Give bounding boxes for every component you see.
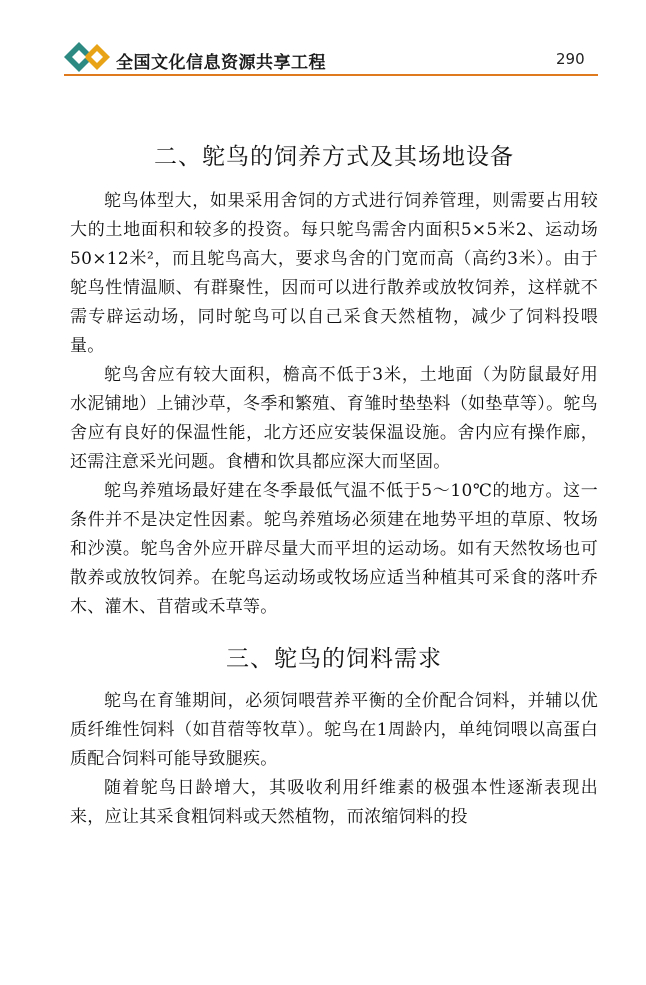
page-number: 290 [556, 50, 585, 68]
section-heading: 三、鸵鸟的饲料需求 [226, 646, 442, 672]
paragraph: 鸵鸟体型大，如果采用舍饲的方式进行饲养管理，则需要占用较大的土地面积和较多的投资。每只鸵鸟需舍内面积5×5米2、运动场50×12米²，而且鸵鸟高大，要求鸟舍的门宽而高（高约3米）。由于鸵鸟性情温顺、有群聚性，因而可以进行散养或放牧饲养，这样就不需专辟运动场，同时鸵鸟可以自己采食天然植物，减少了饲料投喂量。 [70, 191, 598, 356]
article-body [70, 138, 598, 832]
header-title: 全国文化信息资源共享工程 [116, 53, 326, 73]
diamond-logo-icon [62, 40, 116, 74]
page-header [0, 0, 646, 80]
section-heading: 二、鸵鸟的饲养方式及其场地设备 [154, 144, 514, 170]
paragraph: 鸵鸟在育雏期间，必须饲喂营养平衡的全价配合饲料，并辅以优质纤维性饲料（如苜蓿等牧草）。鸵鸟在1周龄内，单纯饲喂以高蛋白质配合饲料可能导致腿疾。 [70, 691, 598, 769]
paragraph: 随着鸵鸟日龄增大，其吸收利用纤维素的极强本性逐渐表现出来，应让其采食粗饲料或天然植物，而浓缩饲料的投 [70, 778, 598, 827]
paragraph: 鸵鸟养殖场最好建在冬季最低气温不低于5～10℃的地方。这一条件并不是决定性因素。鸵鸟养殖场必须建在地势平坦的草原、牧场和沙漠。鸵鸟舍外应开辟尽量大而平坦的运动场。如有天然牧场也可散养或放牧饲养。在鸵鸟运动场或牧场应适当种植其可采食的落叶乔木、灌木、苜蓿或禾草等。 [70, 481, 598, 617]
header-divider [64, 74, 598, 76]
paragraph: 鸵鸟舍应有较大面积，檐高不低于3米，土地面（为防鼠最好用水泥铺地）上铺沙草，冬季和繁殖、育雏时垫垫料（如垫草等）。鸵鸟舍应有良好的保温性能，北方还应安装保温设施。舍内应有操作廊，还需注意采光问题。食槽和饮具都应深大而坚固。 [70, 365, 598, 472]
